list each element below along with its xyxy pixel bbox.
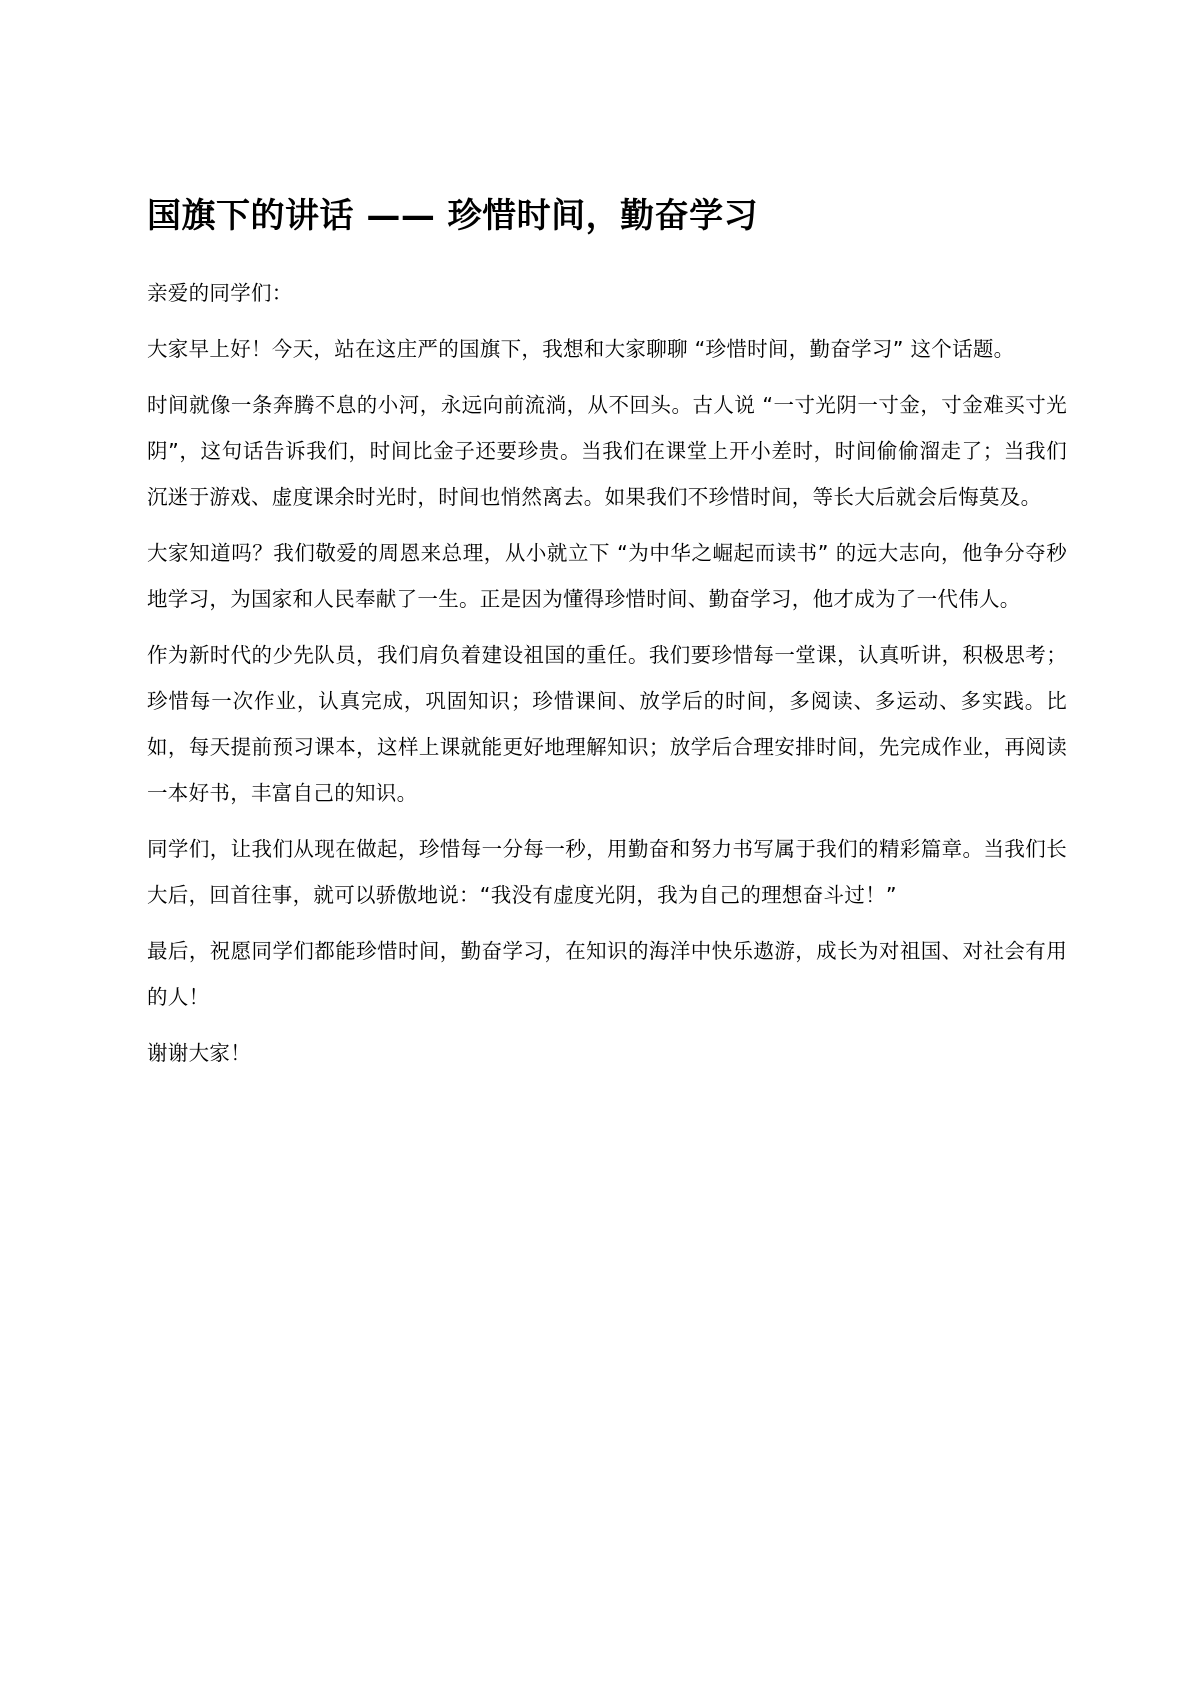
greeting: 亲爱的同学们：	[147, 281, 293, 305]
paragraph-wishes: 最后，祝愿同学们都能珍惜时间，勤奋学习，在知识的海洋中快乐遨游，成长为对祖国、对社会有用的人！	[147, 939, 1067, 1009]
speech-content	[147, 190, 1067, 1086]
paragraph-zhou-enlai: 大家知道吗？我们敬爱的周恩来总理，从小就立下 “为中华之崛起而读书” 的远大志向，他争分夺秒地学习，为国家和人民奉献了一生。正是因为懂得珍惜时间、勤奋学习，他才成为了一代伟人。	[147, 541, 1067, 611]
page-title: 国旗下的讲话 —— 珍惜时间，勤奋学习	[147, 196, 759, 236]
closing-thanks: 谢谢大家！	[147, 1041, 251, 1065]
paragraph-young-pioneers: 作为新时代的少先队员，我们肩负着建设祖国的重任。我们要珍惜每一堂课，认真听讲，积极思考；珍惜每一次作业，认真完成，巩固知识；珍惜课间、放学后的时间，多阅读、多运动、多实践。比如，每天提前预习课本，这样上课就能更好地理解知识；放学后合理安排时间，先完成作业，再阅读一本好书，丰富自己的知识。	[147, 643, 1067, 805]
paragraph-time-river: 时间就像一条奔腾不息的小河，永远向前流淌，从不回头。古人说 “一寸光阴一寸金，寸金难买寸光阴”，这句话告诉我们，时间比金子还要珍贵。当我们在课堂上开小差时，时间偷偷溜走了；当我们沉迷于游戏、虚度课余时光时，时间也悄然离去。如果我们不珍惜时间，等长大后就会后悔莫及。	[147, 393, 1067, 509]
paragraph-opening: 大家早上好！今天，站在这庄严的国旗下，我想和大家聊聊 “珍惜时间，勤奋学习” 这个话题。	[147, 337, 1015, 361]
paragraph-call-to-action: 同学们，让我们从现在做起，珍惜每一分每一秒，用勤奋和努力书写属于我们的精彩篇章。当我们长大后，回首往事，就可以骄傲地说：“我没有虚度光阴，我为自己的理想奋斗过！”	[147, 837, 1067, 907]
